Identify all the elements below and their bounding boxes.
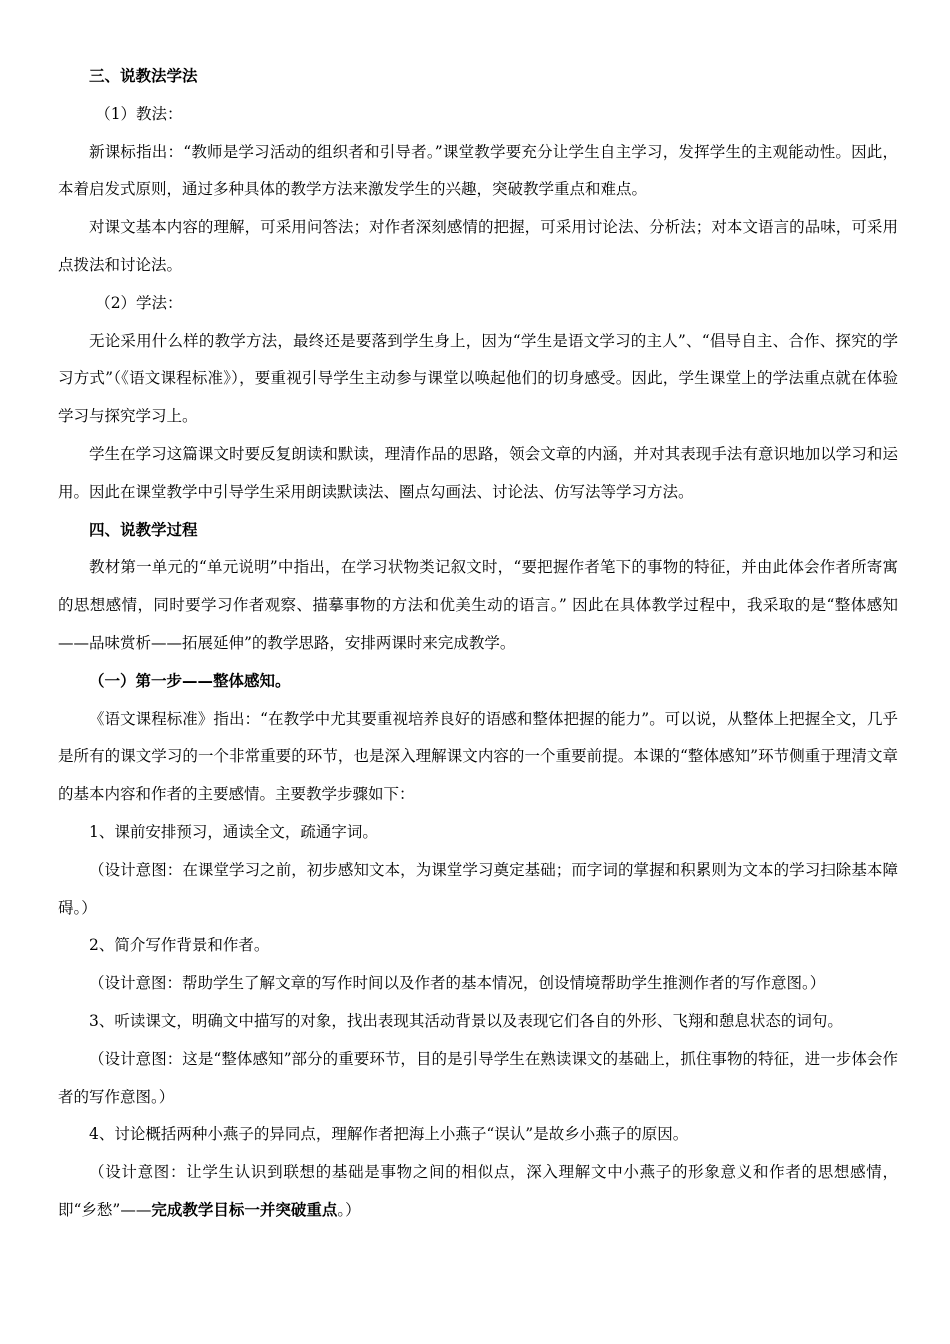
design-intent-4-end: 。） (337, 1200, 361, 1219)
document-page (58, 58, 898, 1230)
section-heading-process: 四、说教学过程 (89, 520, 198, 539)
subheading-teaching-method: （1）教法： (95, 104, 183, 123)
design-intent-3: （设计意图：这是“整体感知”部分的重要环节，目的是引导学生在熟读课文的基础上，抓住事物的特征，进一步体会作者的写作意图。） (58, 1049, 898, 1106)
paragraph-learning-method-2: 学生在学习这篇课文时要反复朗读和默读，理清作品的思路，领会文章的内涵，并对其表现手法有意识地加以学习和运用。因此在课堂教学中引导学生采用朗读默读法、圈点勾画法、讨论法、仿写法等学习方法。 (58, 444, 898, 501)
design-intent-4-text: （设计意图：让学生认识到联想的基础是事物之间的相似点，深入理解文中小燕子的形象意义和作者的思想感情，即“乡愁”—— (58, 1163, 898, 1219)
design-intent-4 (58, 1154, 898, 1230)
paragraph-teaching-method-2: 对课文基本内容的理解，可采用问答法；对作者深刻感情的把握，可采用讨论法、分析法；对本文语言的品味，可采用点拨法和讨论法。 (58, 218, 898, 274)
subheading-learning-method: （2）学法： (95, 293, 183, 312)
step-heading-overall-perception: （一）第一步——整体感知。 (89, 671, 291, 690)
design-intent-2: （设计意图：帮助学生了解文章的写作时间以及作者的基本情况，创设情境帮助学生推测作者的写作意图。） (89, 974, 826, 993)
paragraph-teaching-method-1: 新课标指出：“教师是学习活动的组织者和引导者。”课堂教学要充分让学生自主学习，发挥学生的主观能动性。因此，本着启发式原则，通过多种具体的教学方法来激发学生的兴趣，突破教学重点和难点。 (58, 142, 898, 199)
step-item-1: 1、课前安排预习，通读全文，疏通字词。 (89, 822, 378, 841)
step-item-3: 3、听读课文，明确文中描写的对象，找出表现其活动背景以及表现它们各自的外形、飞翔和憩息状态的词句。 (89, 1011, 843, 1030)
paragraph-process-intro: 教材第一单元的“单元说明”中指出，在学习状物类记叙文时，“要把握作者笔下的事物的特征，并由此体会作者所寄寓的思想感情，同时要学习作者观察、描摹事物的方法和优美生动的语言。” 因此在具体教学过程中，我采取的是“整体感知——品味赏析——拓展延伸”的教学思路，安排两课时来完成教学。 (58, 558, 898, 652)
step-item-4: 4、讨论概括两种小燕子的异同点，理解作者把海上小燕子“误认”是故乡小燕子的原因。 (89, 1125, 689, 1144)
design-intent-1: （设计意图：在课堂学习之前，初步感知文本，为课堂学习奠定基础；而字词的掌握和积累则为文本的学习扫除基本障碍。） (58, 860, 898, 917)
section-heading-methods: 三、说教法学法 (89, 67, 198, 85)
paragraph-learning-method-1: 无论采用什么样的教学方法，最终还是要落到学生身上，因为“学生是语文学习的主人”、“倡导自主、合作、探究的学习方式”（《语文课程标准》），要重视引导学生主动参与课堂以唤起他们的切身感受。因此，学生课堂上的学法重点就在体验学习与探究学习上。 (58, 331, 898, 426)
step-item-2: 2、简介写作背景和作者。 (89, 936, 270, 955)
paragraph-overall-perception: 《语文课程标准》指出：“在教学中尤其要重视培养良好的语感和整体把握的能力”。可以说，从整体上把握全文，几乎是所有的课文学习的一个非常重要的环节，也是深入理解课文内容的一个重要前提。本课的“整体感知”环节侧重于理清文章的基本内容和作者的主要感情。主要教学步骤如下： (58, 709, 898, 804)
design-intent-4-emphasis: 完成教学目标一并突破重点 (151, 1200, 338, 1219)
